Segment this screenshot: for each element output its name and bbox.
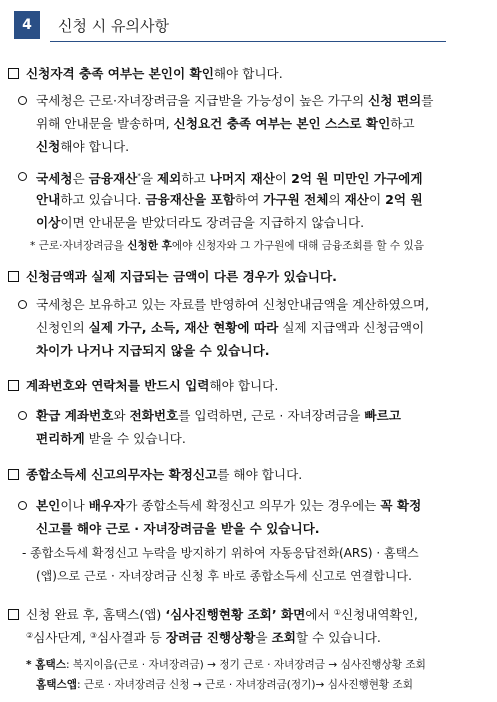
square-bullet-icon (8, 609, 19, 620)
eligibility-p1-line1: 국세청은 근로·자녀장려금을 지급받을 가능성이 높은 가구의 신청 편의를 (36, 93, 434, 108)
circle-bullet-icon (18, 411, 27, 420)
circle-bullet-icon (18, 300, 27, 309)
tax-line1: 본인이나 배우자가 종합소득세 확정신고 의무가 있는 경우에는 꼭 확정 (36, 498, 422, 513)
eligibility-heading: 신청자격 충족 여부는 본인이 확인해야 합니다. (8, 62, 283, 86)
amount-line3: 차이가 나거나 지급되지 않을 수 있습니다. (36, 343, 270, 358)
section-header (14, 11, 484, 41)
eligibility-p2-line2: 안내하고 있습니다. 금융재산을 포함하여 가구원 전체의 재산이 2억 원 (36, 192, 423, 207)
tax-heading: 종합소득세 신고의무자는 확정신고를 해야 합니다. (8, 463, 302, 487)
account-line1: 환급 계좌번호와 전화번호를 입력하면, 근로 · 자녀장려금을 빠르고 (36, 408, 401, 423)
circle-bullet-icon (18, 96, 27, 105)
eligibility-p2-line3: 이상이면 안내문을 받았더라도 장려금을 지급하지 않습니다. (36, 215, 365, 230)
square-bullet-icon (8, 380, 19, 391)
progress-line1: 신청 완료 후, 홈택스(앱) ‘심사진행현황 조회’ 화면에서 ①신청내역확인, (8, 601, 418, 627)
eligibility-p1-line2: 위해 안내문을 발송하며, 신청요건 충족 여부는 본인 스스로 확인하고 (36, 116, 415, 131)
section-title: 신청 시 유의사항 (58, 17, 169, 35)
tax-line2: 신고를 해야 근로 · 자녀장려금을 받을 수 있습니다. (36, 521, 320, 536)
eligibility-footnote: * 근로·자녀장려금을 신청한 후에야 신청자와 그 가구원에 대해 금융조회를 할 수 있음 (30, 240, 424, 252)
square-bullet-icon (8, 469, 19, 480)
progress-note2: 홈택스앱: 근로 · 자녀장려금 신청 → 근로 · 자녀장려금(정기)→ 심사진행현황 조회 (36, 679, 414, 691)
amount-heading: 신청금액과 실제 지급되는 금액이 다른 경우가 있습니다. (8, 265, 337, 289)
section-number: 4 (14, 11, 40, 39)
progress-line2: ②심사단계, ③심사결과 등 장려금 진행상황을 조회할 수 있습니다. (26, 630, 381, 645)
amount-line1: 국세청은 보유하고 있는 자료를 반영하여 신청안내금액을 계산하였으며, (36, 297, 429, 312)
tax-detail-line1: - 종합소득세 확정신고 누락을 방지하기 위하여 자동응답전화(ARS) · 홈택스 (22, 546, 419, 560)
progress-note1: * 홈택스: 복지이음(근로 · 자녀장려금) → 정기 근로 · 자녀장려금 → 심사진행상황 조회 (26, 659, 426, 671)
section-divider (50, 41, 446, 42)
circle-bullet-icon (18, 172, 27, 181)
eligibility-p2-line1: 국세청은 금융재산*을 제외하고 나머지 재산이 2억 원 미만인 가구에게 (36, 171, 423, 186)
eligibility-p1-line3: 신청해야 합니다. (36, 139, 130, 154)
account-heading: 계좌번호와 연락처를 반드시 입력해야 합니다. (8, 374, 278, 398)
square-bullet-icon (8, 271, 19, 282)
circle-bullet-icon (18, 501, 27, 510)
account-line2: 편리하게 받을 수 있습니다. (36, 431, 186, 446)
amount-line2: 신청인의 실제 가구, 소득, 재산 현황에 따라 실제 지급액과 신청금액이 (36, 320, 425, 335)
tax-detail-line2: (앱)으로 근로 · 자녀장려금 신청 후 바로 종합소득세 신고로 연결합니다. (36, 569, 412, 583)
square-bullet-icon (8, 68, 19, 79)
